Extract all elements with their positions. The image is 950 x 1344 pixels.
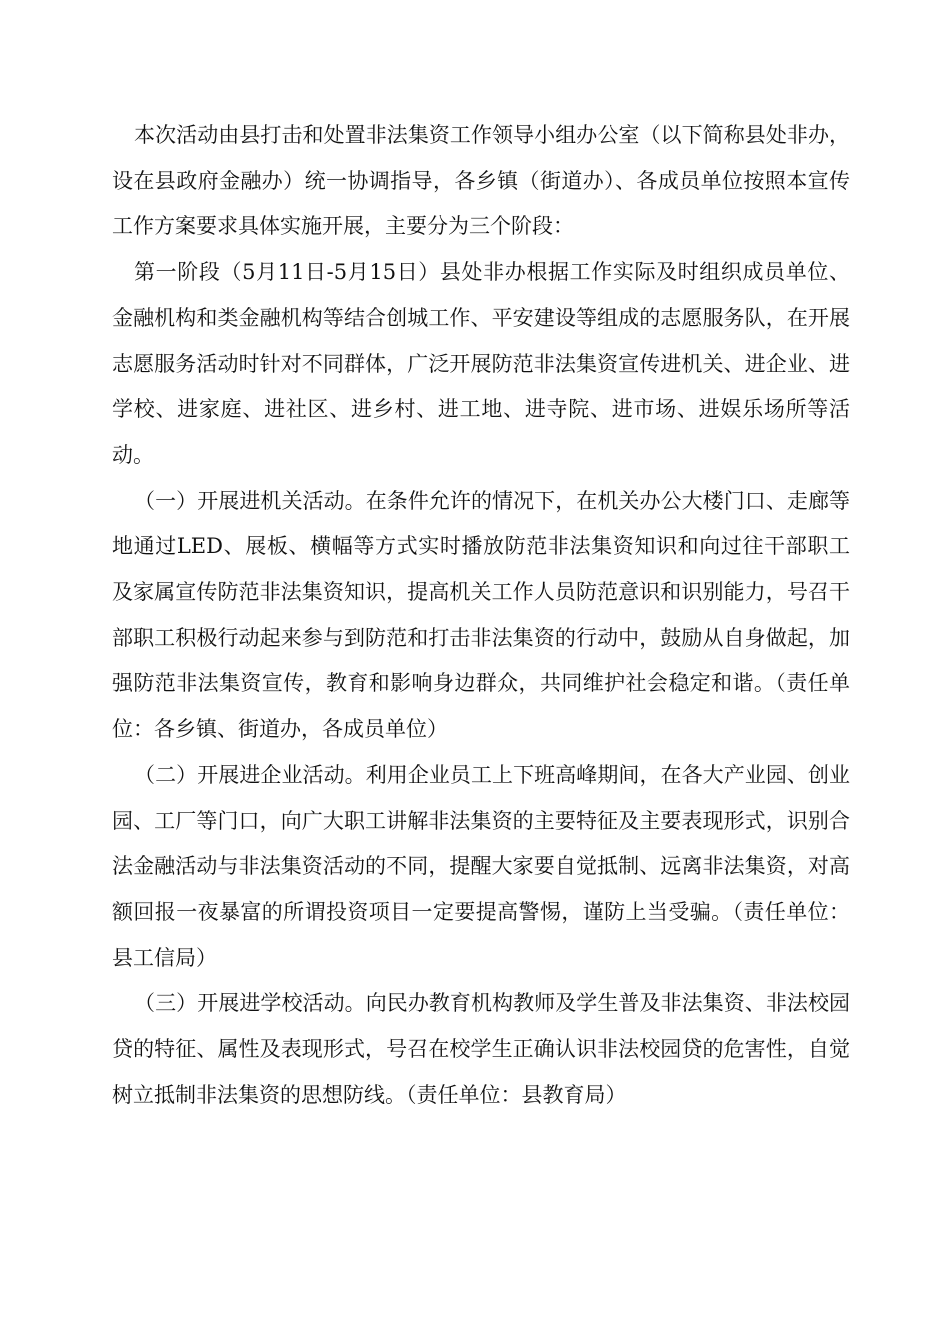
paragraph-enterprises: （二）开展进企业活动。利用企业员工上下班高峰期间，在各大产业园、创业园、工厂等门口，向广大职工讲解非法集资的主要特征及主要表现形式，识别合法金融活动与非法集资活动的不同，提醒大家要自觉抵制、远离非法集资，对高额回报一夜暴富的所谓投资项目一定要提高警惕，谨防上当受骗。（责任单位：县工信局） (112, 762, 850, 970)
paragraph-intro: 本次活动由县打击和处置非法集资工作领导小组办公室（以下简称县处非办，设在县政府金融办）统一协调指导，各乡镇（街道办）、各成员单位按照本宣传工作方案要求具体实施开展，主要分为三个阶段： (112, 123, 850, 239)
paragraph-schools: （三）开展进学校活动。向民办教育机构教师及学生普及非法集资、非法校园贷的特征、属性及表现形式，号召在校学生正确认识非法校园贷的危害性，自觉树立抵制非法集资的思想防线。（责任单位：县教育局） (112, 991, 850, 1107)
paragraph-phase-one: 第一阶段（5月11日-5月15日）县处非办根据工作实际及时组织成员单位、金融机构和类金融机构等结合创城工作、平安建设等组成的志愿服务队，在开展志愿服务活动时针对不同群体，广泛开展防范非法集资宣传进机关、进企业、进学校、进家庭、进社区、进乡村、进工地、进寺院、进市场、进娱乐场所等活动。 (112, 260, 850, 467)
paragraph-government-agencies: （一）开展进机关活动。在条件允许的情况下，在机关办公大楼门口、走廊等地通过LED、展板、横幅等方式实时播放防范非法集资知识和向过往干部职工及家属宣传防范非法集资知识，提高机关工作人员防范意识和识别能力，号召干部职工积极行动起来参与到防范和打击非法集资的行动中，鼓励从自身做起，加强防范非法集资宣传，教育和影响身边群众，共同维护社会稳定和谐。（责任单位：各乡镇、街道办，各成员单位） (112, 488, 850, 742)
document-body (112, 113, 850, 1118)
